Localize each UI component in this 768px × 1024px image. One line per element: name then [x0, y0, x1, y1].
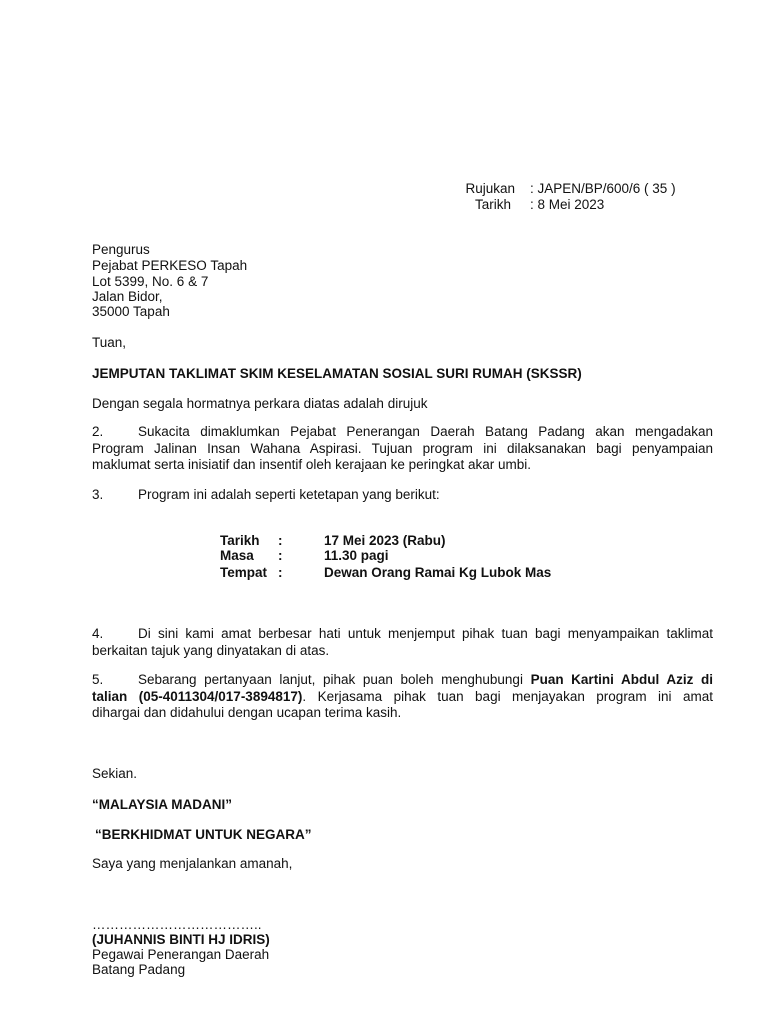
contact-phone: talian (05-4011304/017-3894817) — [92, 688, 303, 704]
tarikh-label: Tarikh — [474, 197, 511, 212]
motto-berkhidmat: “BERKHIDMAT UNTUK NEGARA” — [95, 827, 312, 842]
recipient-line: Jalan Bidor, — [92, 289, 163, 304]
recipient-line: Pengurus — [92, 242, 150, 257]
paragraph-2-line-3: maklumat serta inisiatif dan insentif oleh kerajaan ke peringkat akar umbi. — [92, 457, 531, 472]
detail-value-tempat: Dewan Orang Ramai Kg Lubok Mas — [324, 565, 552, 580]
motto-malaysia-madani: “MALAYSIA MADANI” — [92, 797, 233, 812]
paragraph-3-number: 3. — [92, 487, 104, 502]
detail-colon: : — [278, 548, 283, 563]
closing-sekian: Sekian. — [92, 766, 138, 781]
closing-amanah: Saya yang menjalankan amanah, — [92, 856, 293, 871]
contact-person: Puan Kartini Abdul Aziz di — [530, 672, 713, 687]
detail-value-tarikh: 17 Mei 2023 (Rabu) — [324, 533, 446, 548]
recipient-line: Lot 5399, No. 6 & 7 — [92, 274, 209, 289]
detail-colon: : — [278, 565, 283, 580]
paragraph-number: 5. — [92, 672, 104, 687]
signatory-name: (JUHANNIS BINTI HJ IDRIS) — [92, 932, 270, 947]
signatory-district: Batang Padang — [92, 962, 186, 977]
detail-label-tarikh: Tarikh — [220, 533, 260, 548]
paragraph-4 — [92, 626, 713, 659]
paragraph-5-line-3: dihargai dan didahului dengan ucapan terima kasih. — [92, 705, 402, 720]
salutation: Tuan, — [92, 335, 127, 350]
paragraph-4-line-1: 4. Di sini kami amat berbesar hati untuk menjemput pihak tuan bagi menyampaikan taklimat — [92, 626, 713, 641]
recipient-line: 35000 Tapah — [92, 304, 170, 319]
detail-label-tempat: Tempat — [220, 565, 268, 580]
paragraph-3-text: Program ini adalah seperti ketetapan yang berikut: — [138, 487, 440, 502]
recipient-line: Pejabat PERKESO Tapah — [92, 258, 248, 273]
paragraph-2 — [92, 424, 713, 474]
paragraph-5-line-1: 5. Sebarang pertanyaan lanjut, pihak puan boleh menghubungi Puan Kartini Abdul Aziz di — [92, 672, 713, 687]
paragraph-number: 2. — [92, 424, 104, 439]
detail-label-masa: Masa — [220, 548, 254, 563]
rujukan-value: : JAPEN/BP/600/6 ( 35 ) — [530, 181, 676, 196]
paragraph-5 — [92, 672, 713, 722]
paragraph-5-line-2: talian (05-4011304/017-3894817). Kerjasama pihak tuan bagi menjayakan program ini amat — [92, 688, 714, 704]
signatory-title: Pegawai Penerangan Daerah — [92, 947, 270, 962]
signature-line: ……………………………….. — [92, 917, 262, 932]
tarikh-value: : 8 Mei 2023 — [530, 197, 605, 212]
opening-line: Dengan segala hormatnya perkara diatas adalah dirujuk — [92, 396, 428, 411]
paragraph-number: 4. — [92, 626, 104, 641]
paragraph-2-line-2: Program Jalinan Insan Wahana Aspirasi. Tujuan program ini dilaksanakan bagi penyampaian — [92, 440, 713, 456]
detail-colon: : — [278, 533, 283, 548]
rujukan-label: Rujukan — [465, 181, 515, 196]
detail-value-masa: 11.30 pagi — [324, 548, 389, 563]
letter-subject: JEMPUTAN TAKLIMAT SKIM KESELAMATAN SOSIAL SURI RUMAH (SKSSR) — [92, 366, 582, 381]
paragraph-4-line-2: berkaitan tajuk yang dinyatakan di atas. — [92, 642, 330, 658]
paragraph-2-line-1: 2. Sukacita dimaklumkan Pejabat Penerangan Daerah Batang Padang akan mengadakan — [92, 424, 713, 439]
